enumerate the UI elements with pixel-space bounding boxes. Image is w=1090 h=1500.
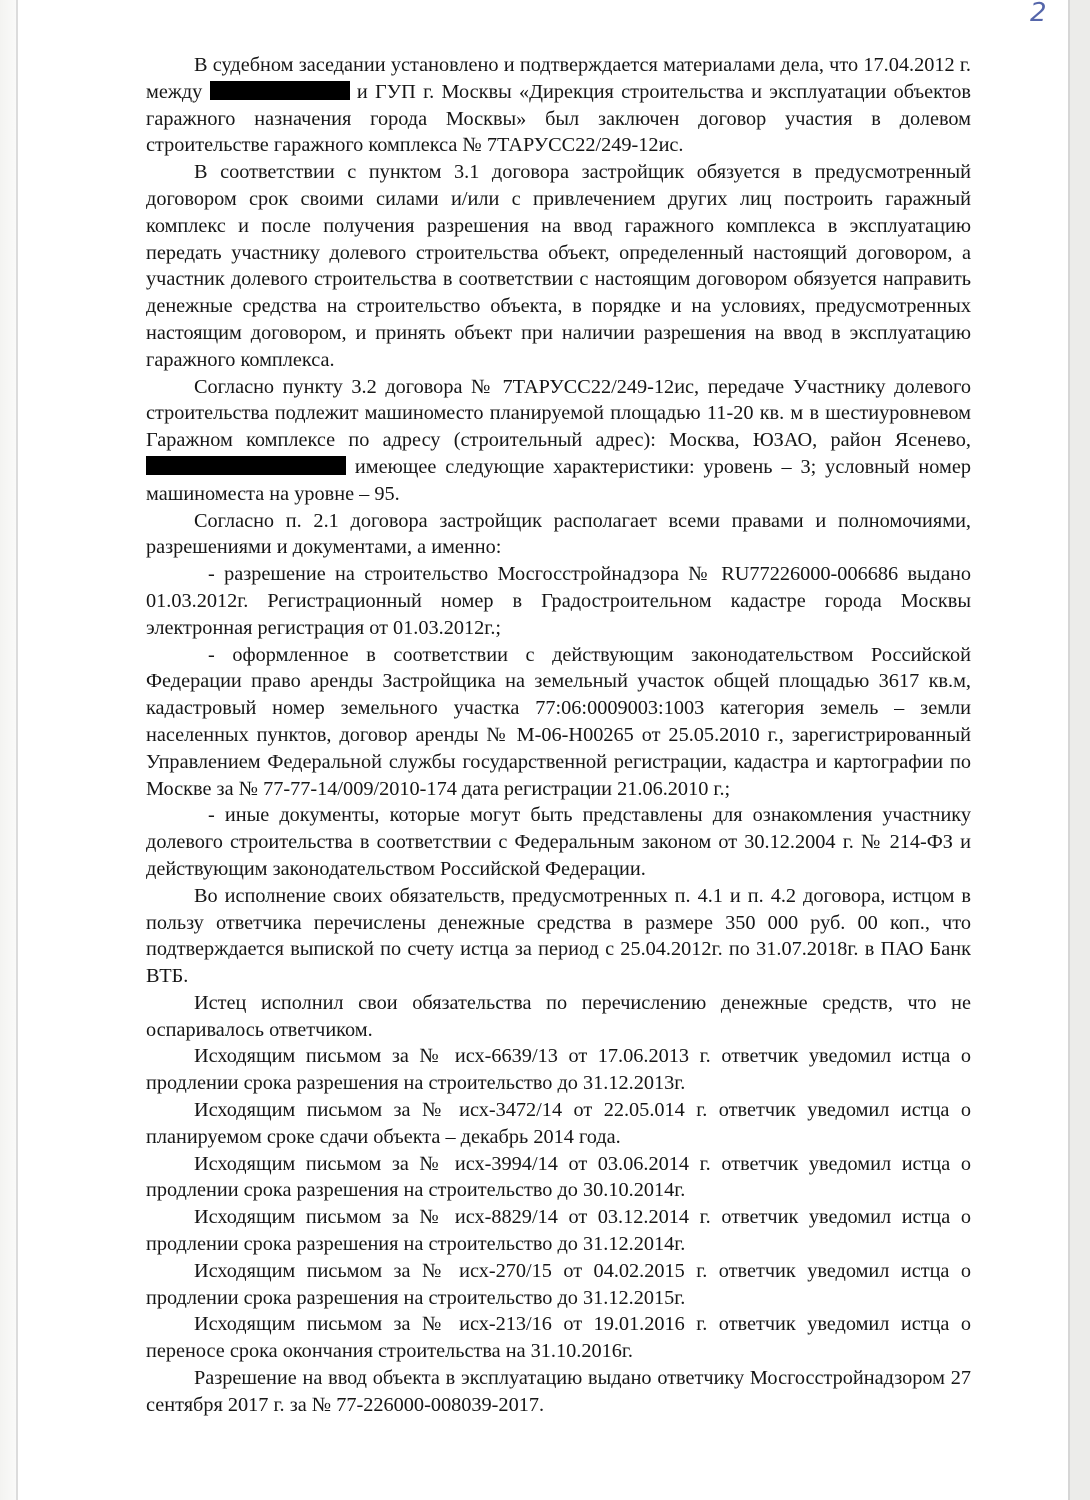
document-body	[146, 52, 971, 1419]
paragraph-contract	[146, 52, 971, 159]
text-span: В судебном заседании установлено и подтверждается материалами дела, что 17.04.2012 г. между	[146, 54, 971, 103]
text-span: имеющее следующие характеристики: уровень – 3; условный номер машиноместа на уровне – 95.	[146, 455, 971, 505]
list-item-other-docs: - иные документы, которые могут быть представлены для ознакомления участнику долевого строительства в соответствии с Федеральным законом от 30.12.2004 г. № 214-ФЗ и действующим законодательством Российской Федерации.	[146, 804, 971, 880]
handwritten-page-number: 2	[1030, 0, 1047, 28]
paragraph-letter-3472: Исходящим письмом за № исх-3472/14 от 22.05.014 г. ответчик уведомил истца о планируемом сроке сдачи объекта – декабрь 2014 года.	[146, 1099, 971, 1148]
paragraph-payment: Во исполнение своих обязательств, предусмотренных п. 4.1 и п. 4.2 договора, истцом в пользу ответчика перечислены денежные средства в размере 350 000 руб. 00 коп., что подтверждается выпиской по счету истца за период с 25.04.2012г. по 31.07.2018г. в ПАО Банк ВТБ.	[146, 884, 971, 988]
redaction-block	[210, 81, 350, 100]
paragraph-commissioning: Разрешение на ввод объекта в эксплуатацию выдано ответчику Мосгосстройнадзором 27 сентября 2017 г. за № 77-226000-008039-2017.	[146, 1367, 971, 1416]
paragraph-clause-2-1: Согласно п. 2.1 договора застройщик располагает всеми правами и полномочиями, разрешениями и документами, а именно:	[146, 509, 971, 559]
page-edge	[0, 0, 19, 1500]
paragraph-letter-6639: Исходящим письмом за № исх-6639/13 от 17.06.2013 г. ответчик уведомил истца о продлении срока разрешения на строительство до 31.12.2013г.	[146, 1045, 971, 1095]
list-item-lease: - оформленное в соответствии с действующим законодательством Российской Федерации право аренды Застройщика на земельный участок общей площадью 3617 кв.м, кадастровый номер земельного участка 77:06:0009003:1003 категория земель – земли населенных пунктов, договор аренды № М-06-Н00265 от 25.05.2010 г., зарегистрированный Управлением Федеральной службы государственной регистрации, кадастра и картографии по Москве за № 77-77-14/009/2010-174 дата регистрации 21.06.2010 г.;	[146, 643, 971, 800]
text-span: Согласно пункту 3.2 договора № 7ТАРУСС22/249-12ис, передаче Участнику долевого строительства подлежит машиноместо планируемой площадью 11-20 кв. м в шестиуровневом Гаражном комплексе по адресу (строительный адрес): Москва, ЮЗАО, район Ясенево,	[146, 375, 971, 452]
paragraph-clause-3-1: В соответствии с пунктом 3.1 договора застройщик обязуется в предусмотренный договором срок своими силами и/или с привлечением других лиц построить гаражный комплекс и после получения разрешения на ввод гаражного комплекса в эксплуатацию передать участнику долевого строительства объект, определенный настоящий договором, а участник долевого строительства в соответствии с настоящим договором обязуется направить денежные средства на строительство объекта, в порядке и на условиях, предусмотренных настоящим договором, и принять объект при наличии разрешения на ввод в эксплуатацию гаражного комплекса.	[146, 161, 971, 371]
paragraph-letter-270: Исходящим письмом за № исх-270/15 от 04.02.2015 г. ответчик уведомил истца о продлении срока разрешения на строительство до 31.12.2015г.	[146, 1259, 971, 1309]
paragraph-letter-213: Исходящим письмом за № исх-213/16 от 19.01.2016 г. ответчик уведомил истца о переносе срока окончания строительства на 31.10.2016г.	[146, 1313, 971, 1363]
redaction-block	[146, 456, 346, 475]
paragraph-obligations: Истец исполнил свои обязательства по перечислению денежные средств, что не оспаривалось ответчиком.	[146, 991, 971, 1041]
list-item-permit: - разрешение на строительство Мосгосстройнадзора № RU77226000-006686 выдано 01.03.2012г. Регистрационный номер в Градостроительном кадастре города Москвы электронная регистрация от 01.03.2012г.;	[146, 563, 971, 639]
document-page	[18, 0, 1068, 1500]
paragraph-letter-3994: Исходящим письмом за № исх-3994/14 от 03.06.2014 г. ответчик уведомил истца о продлении срока разрешения на строительство до 30.10.2014г.	[146, 1152, 971, 1202]
paragraph-clause-3-2	[146, 374, 971, 508]
paragraph-letter-8829: Исходящим письмом за № исх-8829/14 от 03.12.2014 г. ответчик уведомил истца о продлении срока разрешения на строительство до 31.12.2014г.	[146, 1206, 971, 1256]
text-span: и ГУП г. Москвы «Дирекция строительства и эксплуатации объектов гаражного назначения города Москвы» был заключен договор участия в долевом строительстве гаражного комплекса № 7ТАРУСС22/249-12ис.	[146, 80, 971, 157]
